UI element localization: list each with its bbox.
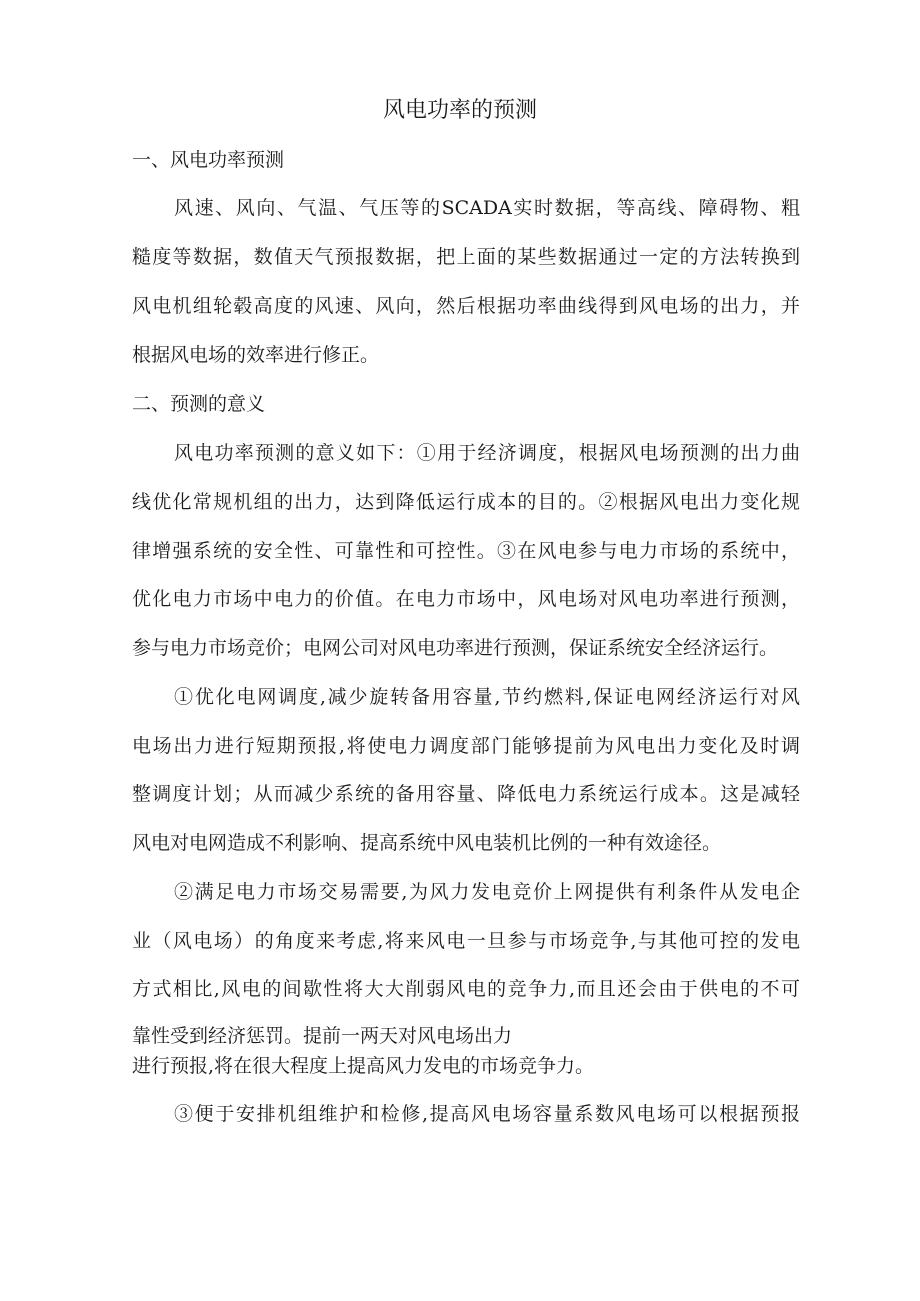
section-2-para-3-line-4: 靠性受到经济惩罚。提前一两天对风电场出力 xyxy=(132,1025,513,1047)
section-2-para-1-line-4: 优化电力市场中电力的价值。在电力市场中，风电场对风电功率进行预测， xyxy=(132,588,800,610)
section-2-para-3-line-5: 进行预报,将在很大程度上提高风力发电的市场竞争力。 xyxy=(132,1055,595,1077)
section-1-line-1: 风速、风向、气温、气压等的SCADA实时数据，等高线、障碍物、粗 xyxy=(174,197,800,219)
section-2-para-2-line-3: 整调度计划；从而减少系统的备用容量、降低电力系统运行成本。这是减轻 xyxy=(132,783,800,805)
section-2-para-2-line-4: 风电对电网造成不利影响、提高系统中风电装机比例的一种有效途径。 xyxy=(132,832,722,854)
section-1-line-4: 根据风电场的效率进行修正。 xyxy=(132,344,380,366)
section-2-heading: 二、预测的意义 xyxy=(132,393,266,415)
section-1-line-3: 风电机组轮毂高度的风速、风向，然后根据功率曲线得到风电场的出力，并 xyxy=(132,295,800,317)
section-2-para-2-line-1: ①优化电网调度,减少旋转备用容量,节约燃料,保证电网经济运行对风 xyxy=(174,686,800,708)
section-2-para-3-line-3: 方式相比,风电的间歇性将大大削弱风电的竞争力,而且还会由于供电的不可 xyxy=(132,978,800,1000)
section-1-line-2: 糙度等数据，数值天气预报数据，把上面的某些数据通过一定的方法转换到 xyxy=(132,246,800,268)
document-title: 风电功率的预测 xyxy=(382,98,537,123)
section-2-para-2-line-2: 电场出力进行短期预报,将使电力调度部门能够提前为风电出力变化及时调 xyxy=(132,735,800,757)
section-2-para-1-line-5: 参与电力市场竞价；电网公司对风电功率进行预测，保证系统安全经济运行。 xyxy=(132,637,779,659)
section-2-para-1-line-2: 线优化常规机组的出力，达到降低运行成本的目的。②根据风电出力变化规 xyxy=(132,491,800,513)
section-2-para-3-line-2: 业（风电场）的角度来考虑,将来风电一旦参与市场竞争,与其他可控的发电 xyxy=(132,930,800,952)
section-2-para-1-line-1: 风电功率预测的意义如下：①用于经济调度，根据风电场预测的出力曲 xyxy=(174,442,800,464)
section-2-para-4-line-1: ③便于安排机组维护和检修,提高风电场容量系数风电场可以根据预报 xyxy=(174,1103,800,1125)
section-2-para-1-line-3: 律增强系统的安全性、可靠性和可控性。③在风电参与电力市场的系统中， xyxy=(132,540,800,562)
section-1-heading: 一、风电功率预测 xyxy=(132,149,285,171)
section-2-para-3-line-1: ②满足电力市场交易需要,为风力发电竞价上网提供有利条件从发电企 xyxy=(174,881,800,903)
